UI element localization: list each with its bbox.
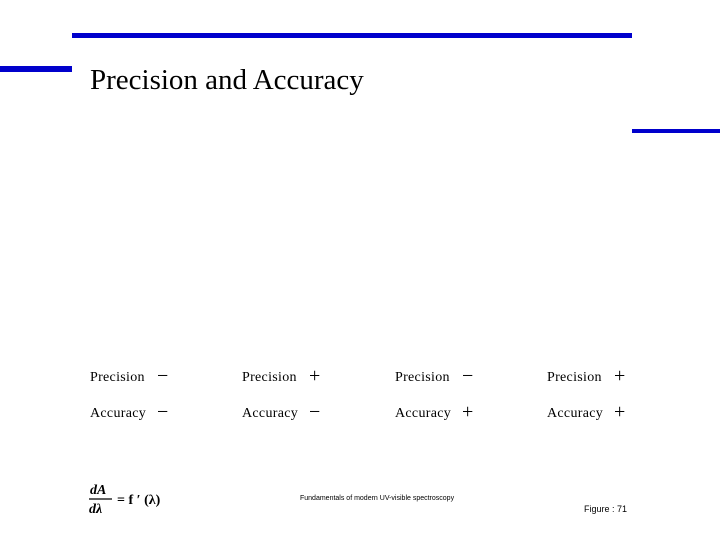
panel-3-precision-label: Precision (395, 370, 450, 385)
right-accent-bar (632, 129, 720, 133)
panel-3-precision-sign: − (462, 365, 474, 387)
panel-3-accuracy-label: Accuracy (395, 406, 452, 421)
panel-1-accuracy-label: Accuracy (90, 406, 147, 421)
panel-3-accuracy-sign: + (462, 401, 474, 423)
formula-numerator: dA (90, 483, 107, 498)
panel-1-accuracy-sign: − (157, 401, 169, 423)
panel-1-precision-sign: − (157, 365, 169, 387)
panel-2-accuracy-sign: − (309, 401, 321, 423)
formula-denominator: dλ (89, 502, 103, 517)
figure-number: Figure : 71 (584, 504, 628, 514)
panel-4-precision-sign: + (614, 365, 626, 387)
panel-4-accuracy-label: Accuracy (547, 406, 604, 421)
source-caption: Fundamentals of modern UV-visible spectroscopy (300, 495, 455, 502)
slide-title: Precision and Accuracy (90, 64, 364, 96)
derivative-formula (88, 480, 188, 520)
panel-2-precision-sign: + (309, 365, 321, 387)
panel-1-precision-label: Precision (90, 370, 145, 385)
panel-2-accuracy-label: Accuracy (242, 406, 299, 421)
formula-rhs: = f ′ (λ) (117, 493, 161, 508)
panel-2-precision-label: Precision (242, 370, 297, 385)
left-accent-bar (0, 66, 72, 72)
panel-4-precision-label: Precision (547, 370, 602, 385)
top-accent-bar (72, 33, 632, 38)
panel-4-accuracy-sign: + (614, 401, 626, 423)
